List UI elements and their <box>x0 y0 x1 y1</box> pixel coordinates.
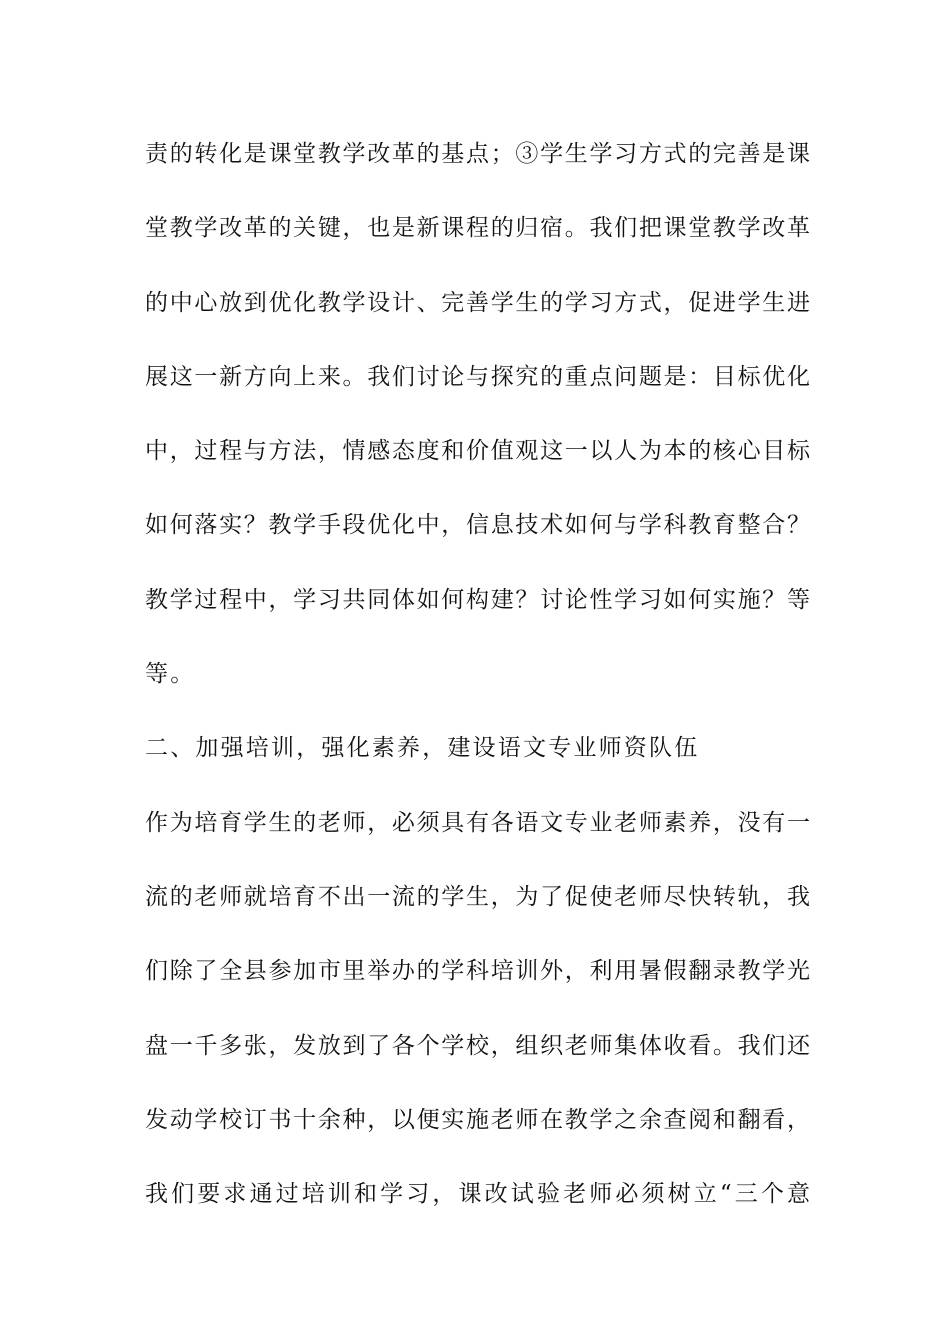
text-line: 教学过程中，学习共同体如何构建？讨论性学习如何实施？等 <box>145 586 810 613</box>
section-heading: 二、加强培训，强化素养，建设语文专业师资队伍 <box>145 735 700 762</box>
text-line: 如何落实？教学手段优化中，信息技术如何与学科教育整合？ <box>145 512 810 539</box>
text-line: 们除了全县参加市里举办的学科培训外，利用暑假翻录教学光 <box>145 958 810 985</box>
text-line: 我们要求通过培训和学习，课改试验老师必须树立“三个意 <box>145 1181 810 1208</box>
text-line: 堂教学改革的关键，也是新课程的归宿。我们把课堂教学改革 <box>145 215 810 242</box>
text-line: 责的转化是课堂教学改革的基点；③学生学习方式的完善是课 <box>145 141 810 167</box>
text-line: 中，过程与方法，情感态度和价值观这一以人为本的核心目标 <box>145 438 810 465</box>
text-line: 展这一新方向上来。我们讨论与探究的重点问题是：目标优化 <box>145 363 810 390</box>
body-text <box>145 128 810 1242</box>
text-line: 作为培育学生的老师，必须具有各语文专业老师素养，没有一 <box>145 809 810 836</box>
text-line: 等。 <box>145 661 196 688</box>
text-line: 流的老师就培育不出一流的学生，为了促使老师尽快转轨，我 <box>145 883 810 910</box>
text-line: 的中心放到优化教学设计、完善学生的学习方式，促进学生进 <box>145 289 810 316</box>
text-line: 盘一千多张，发放到了各个学校，组织老师集体收看。我们还 <box>145 1032 810 1059</box>
text-line: 发动学校订书十余种，以便实施老师在教学之余查阅和翻看， <box>145 1106 810 1133</box>
